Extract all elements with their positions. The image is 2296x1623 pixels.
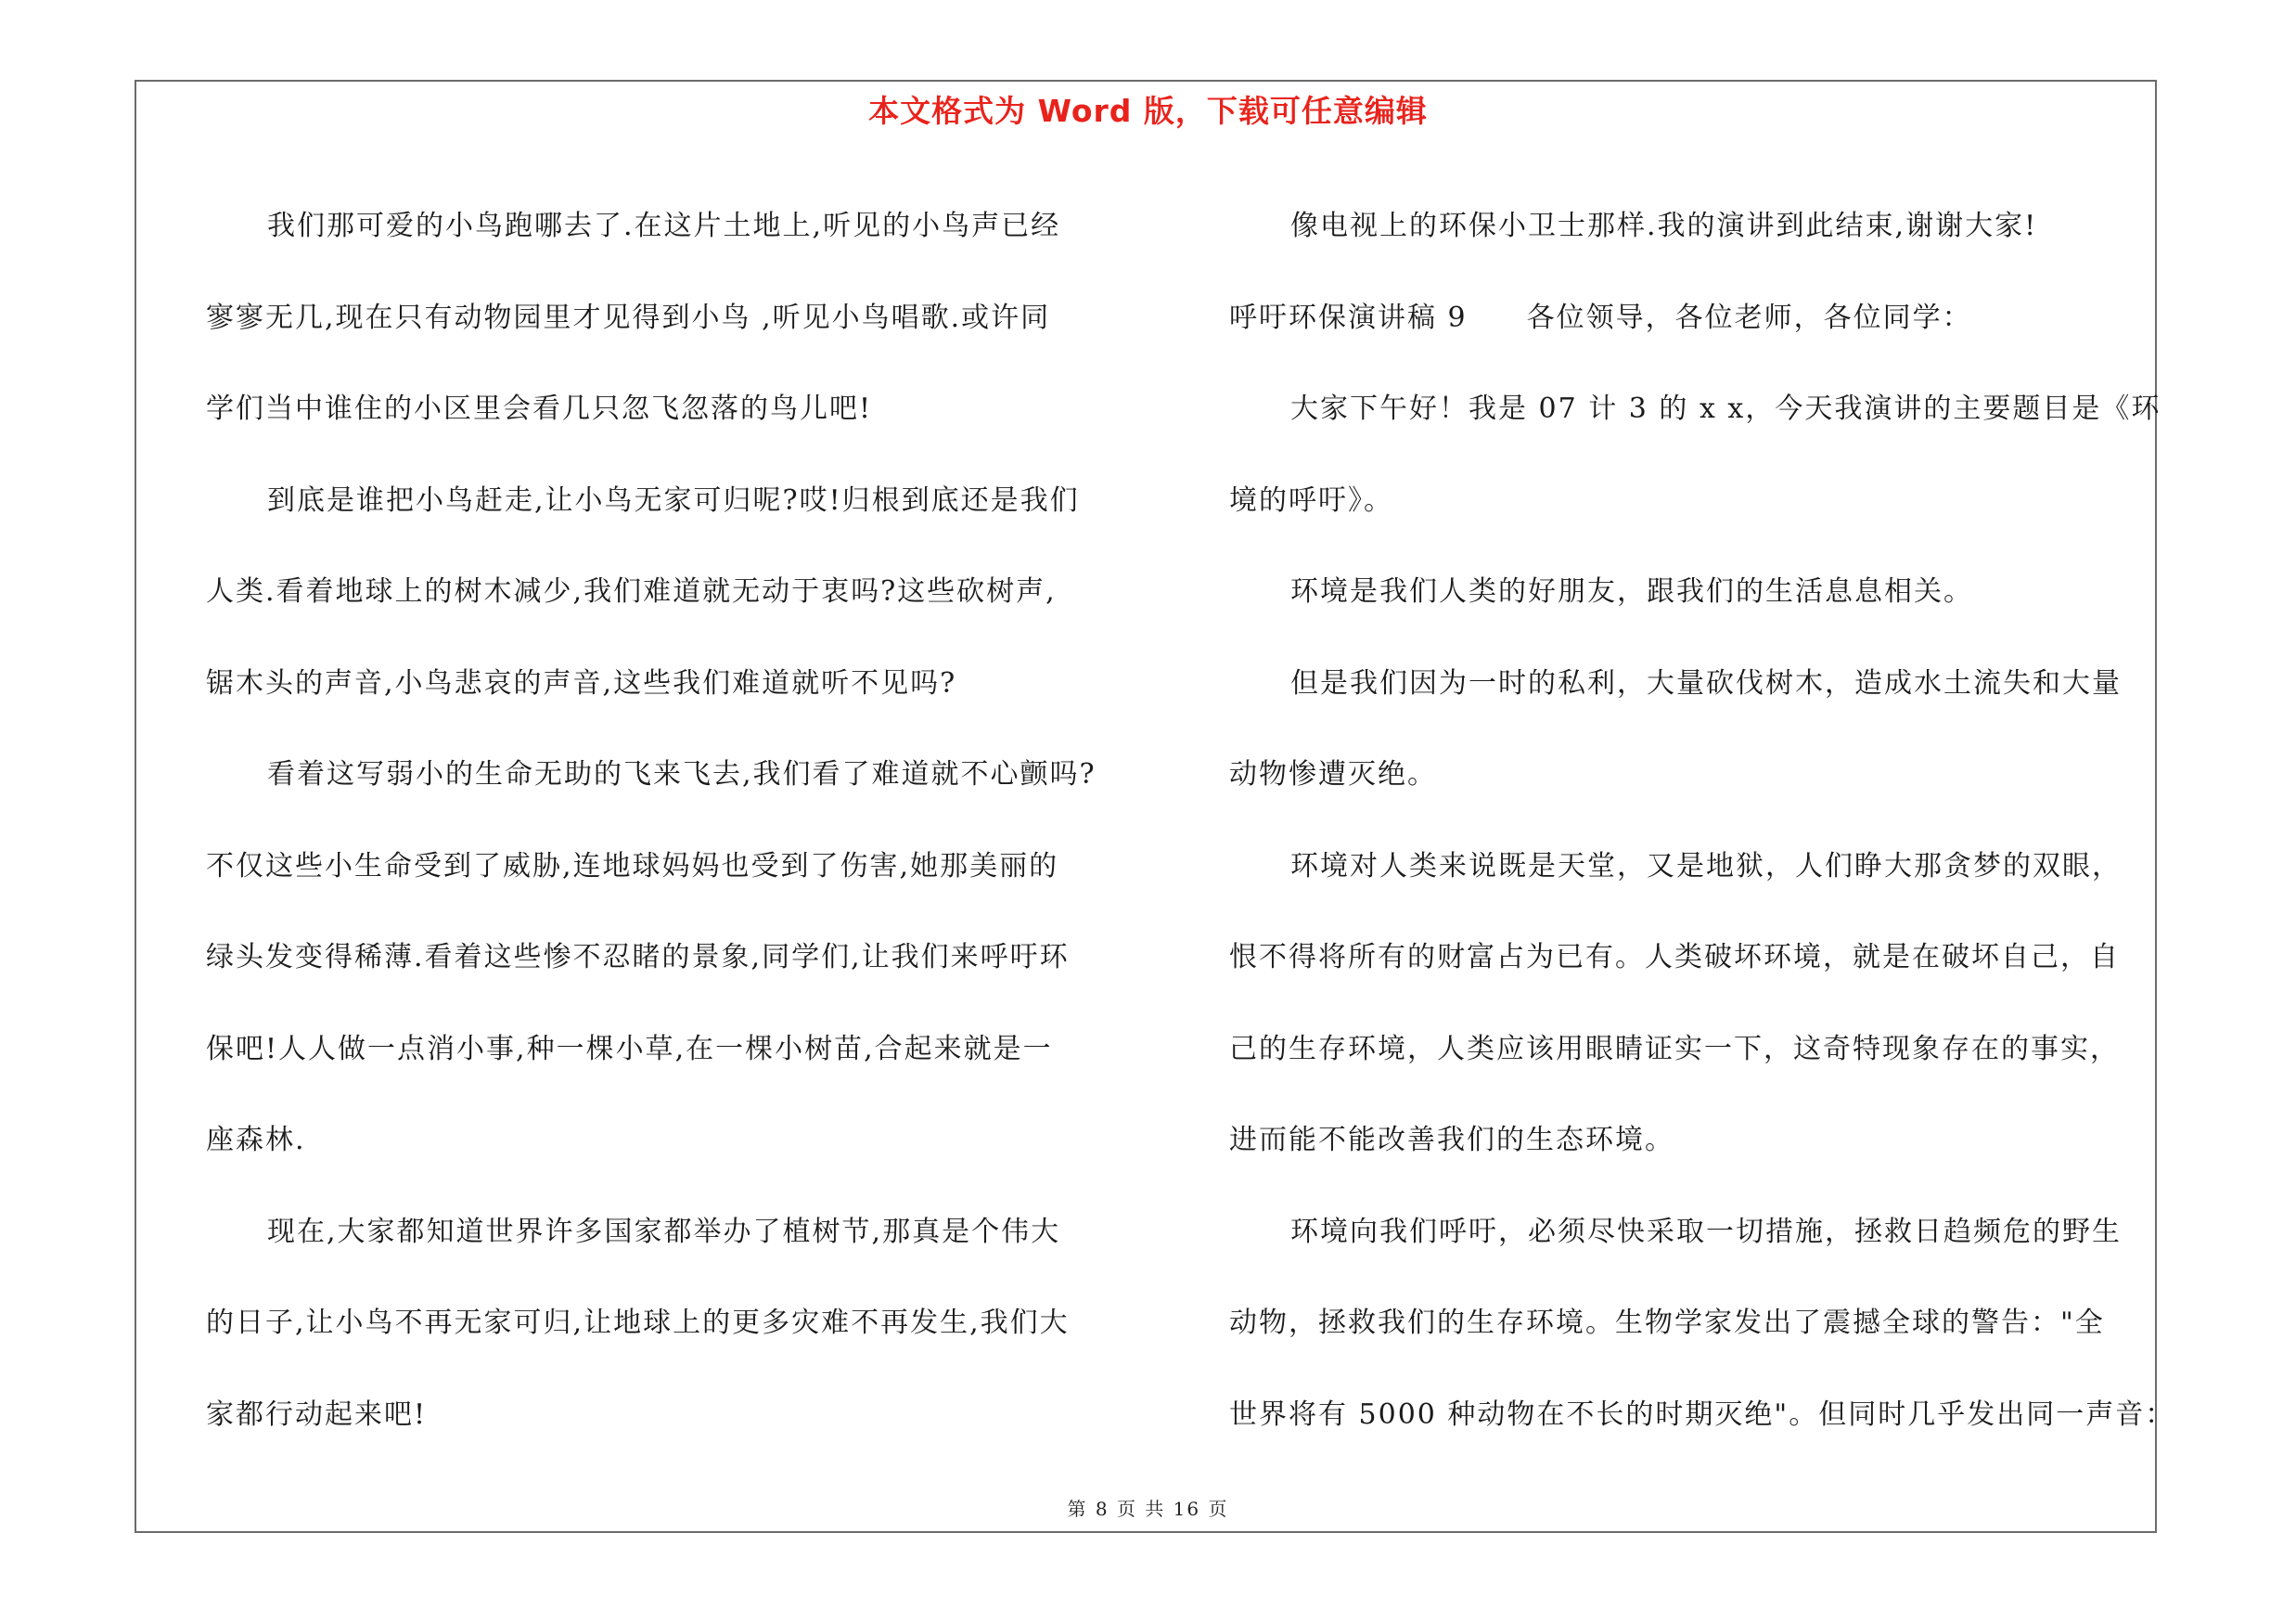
right-column-text-line: 呼吁环保演讲稿 9 各位领导，各位老师，各位同学：	[1229, 301, 1972, 334]
right-column-text-line: 大家下午好！我是 07 计 3 的 x x，今天我演讲的主要题目是《环	[1290, 393, 2161, 425]
right-column-text-line: 世界将有 5000 种动物在不长的时期灭绝"。但同时几乎发出同一声音：	[1229, 1398, 2175, 1431]
left-column-text-line: 人类.看着地球上的树木减少,我们难道就无动于衷吗?这些砍树声,	[206, 575, 1057, 608]
left-column-text-line: 绿头发变得稀薄.看着这些惨不忍睹的景象,同学们,让我们来呼吁环	[206, 941, 1070, 973]
left-column-text-line: 锯木头的声音,小鸟悲哀的声音,这些我们难道就听不见吗?	[206, 666, 957, 700]
right-column-text-line: 境的呼吁》。	[1229, 483, 1393, 517]
left-column-text-line: 的日子,让小鸟不再无家可归,让地球上的更多灾难不再发生,我们大	[206, 1307, 1070, 1339]
format-notice-banner: 本文格式为 Word 版，下载可任意编辑	[868, 93, 1428, 129]
left-text-column	[206, 181, 1143, 1461]
right-column-text-line: 但是我们因为一时的私利，大量砍伐树木，造成水土流失和大量	[1290, 666, 2122, 700]
right-column-text-line: 己的生存环境，人类应该用眼睛证实一下，这奇特现象存在的事实，	[1229, 1032, 2120, 1065]
right-column-text-line: 环境是我们人类的好朋友，跟我们的生活息息相关。	[1290, 575, 1973, 608]
right-column-text-line: 动物惨遭灭绝。	[1229, 758, 1437, 791]
left-column-text-line: 我们那可爱的小鸟跑哪去了.在这片土地上,听见的小鸟声已经	[267, 210, 1061, 242]
right-column-text-line: 环境向我们呼吁，必须尽快采取一切措施，拯救日趋频危的野生	[1290, 1215, 2122, 1248]
left-column-text-line: 家都行动起来吧!	[206, 1398, 428, 1431]
left-column-text-line: 学们当中谁住的小区里会看几只忽飞忽落的鸟儿吧!	[206, 393, 873, 425]
left-column-text-line: 到底是谁把小鸟赶走,让小鸟无家可归呢?哎!归根到底还是我们	[267, 483, 1080, 517]
left-column-text-line: 不仅这些小生命受到了威胁,连地球妈妈也受到了伤害,她那美丽的	[206, 849, 1059, 882]
right-column-text-line: 环境对人类来说既是天堂，又是地狱，人们睁大那贪梦的双眼，	[1290, 849, 2122, 882]
right-text-column	[1229, 181, 2175, 1461]
right-column-text-line: 进而能不能改善我们的生态环境。	[1229, 1124, 1674, 1156]
right-column-text-line: 恨不得将所有的财富占为已有。人类破坏环境，就是在破坏自己，自	[1229, 941, 2120, 973]
left-column-text-line: 看着这写弱小的生命无助的飞来飞去,我们看了难道就不心颤吗?	[267, 758, 1097, 791]
left-column-text-line: 现在,大家都知道世界许多国家都举办了植树节,那真是个伟大	[267, 1215, 1061, 1248]
right-column-text-line: 动物，拯救我们的生存环境。生物学家发出了震撼全球的警告："全	[1229, 1307, 2105, 1339]
left-column-text-line: 保吧!人人做一点消小事,种一棵小草,在一棵小树苗,合起来就是一	[206, 1032, 1053, 1065]
left-column-text-line: 座森林.	[206, 1124, 306, 1156]
left-column-text-line: 寥寥无几,现在只有动物园里才见得到小鸟 ,听见小鸟唱歌.或许同	[206, 301, 1051, 334]
page-number-footer: 第 8 页 共 16 页	[1067, 1498, 1229, 1520]
right-column-text-line: 像电视上的环保小卫士那样.我的演讲到此结束,谢谢大家!	[1290, 210, 2038, 242]
